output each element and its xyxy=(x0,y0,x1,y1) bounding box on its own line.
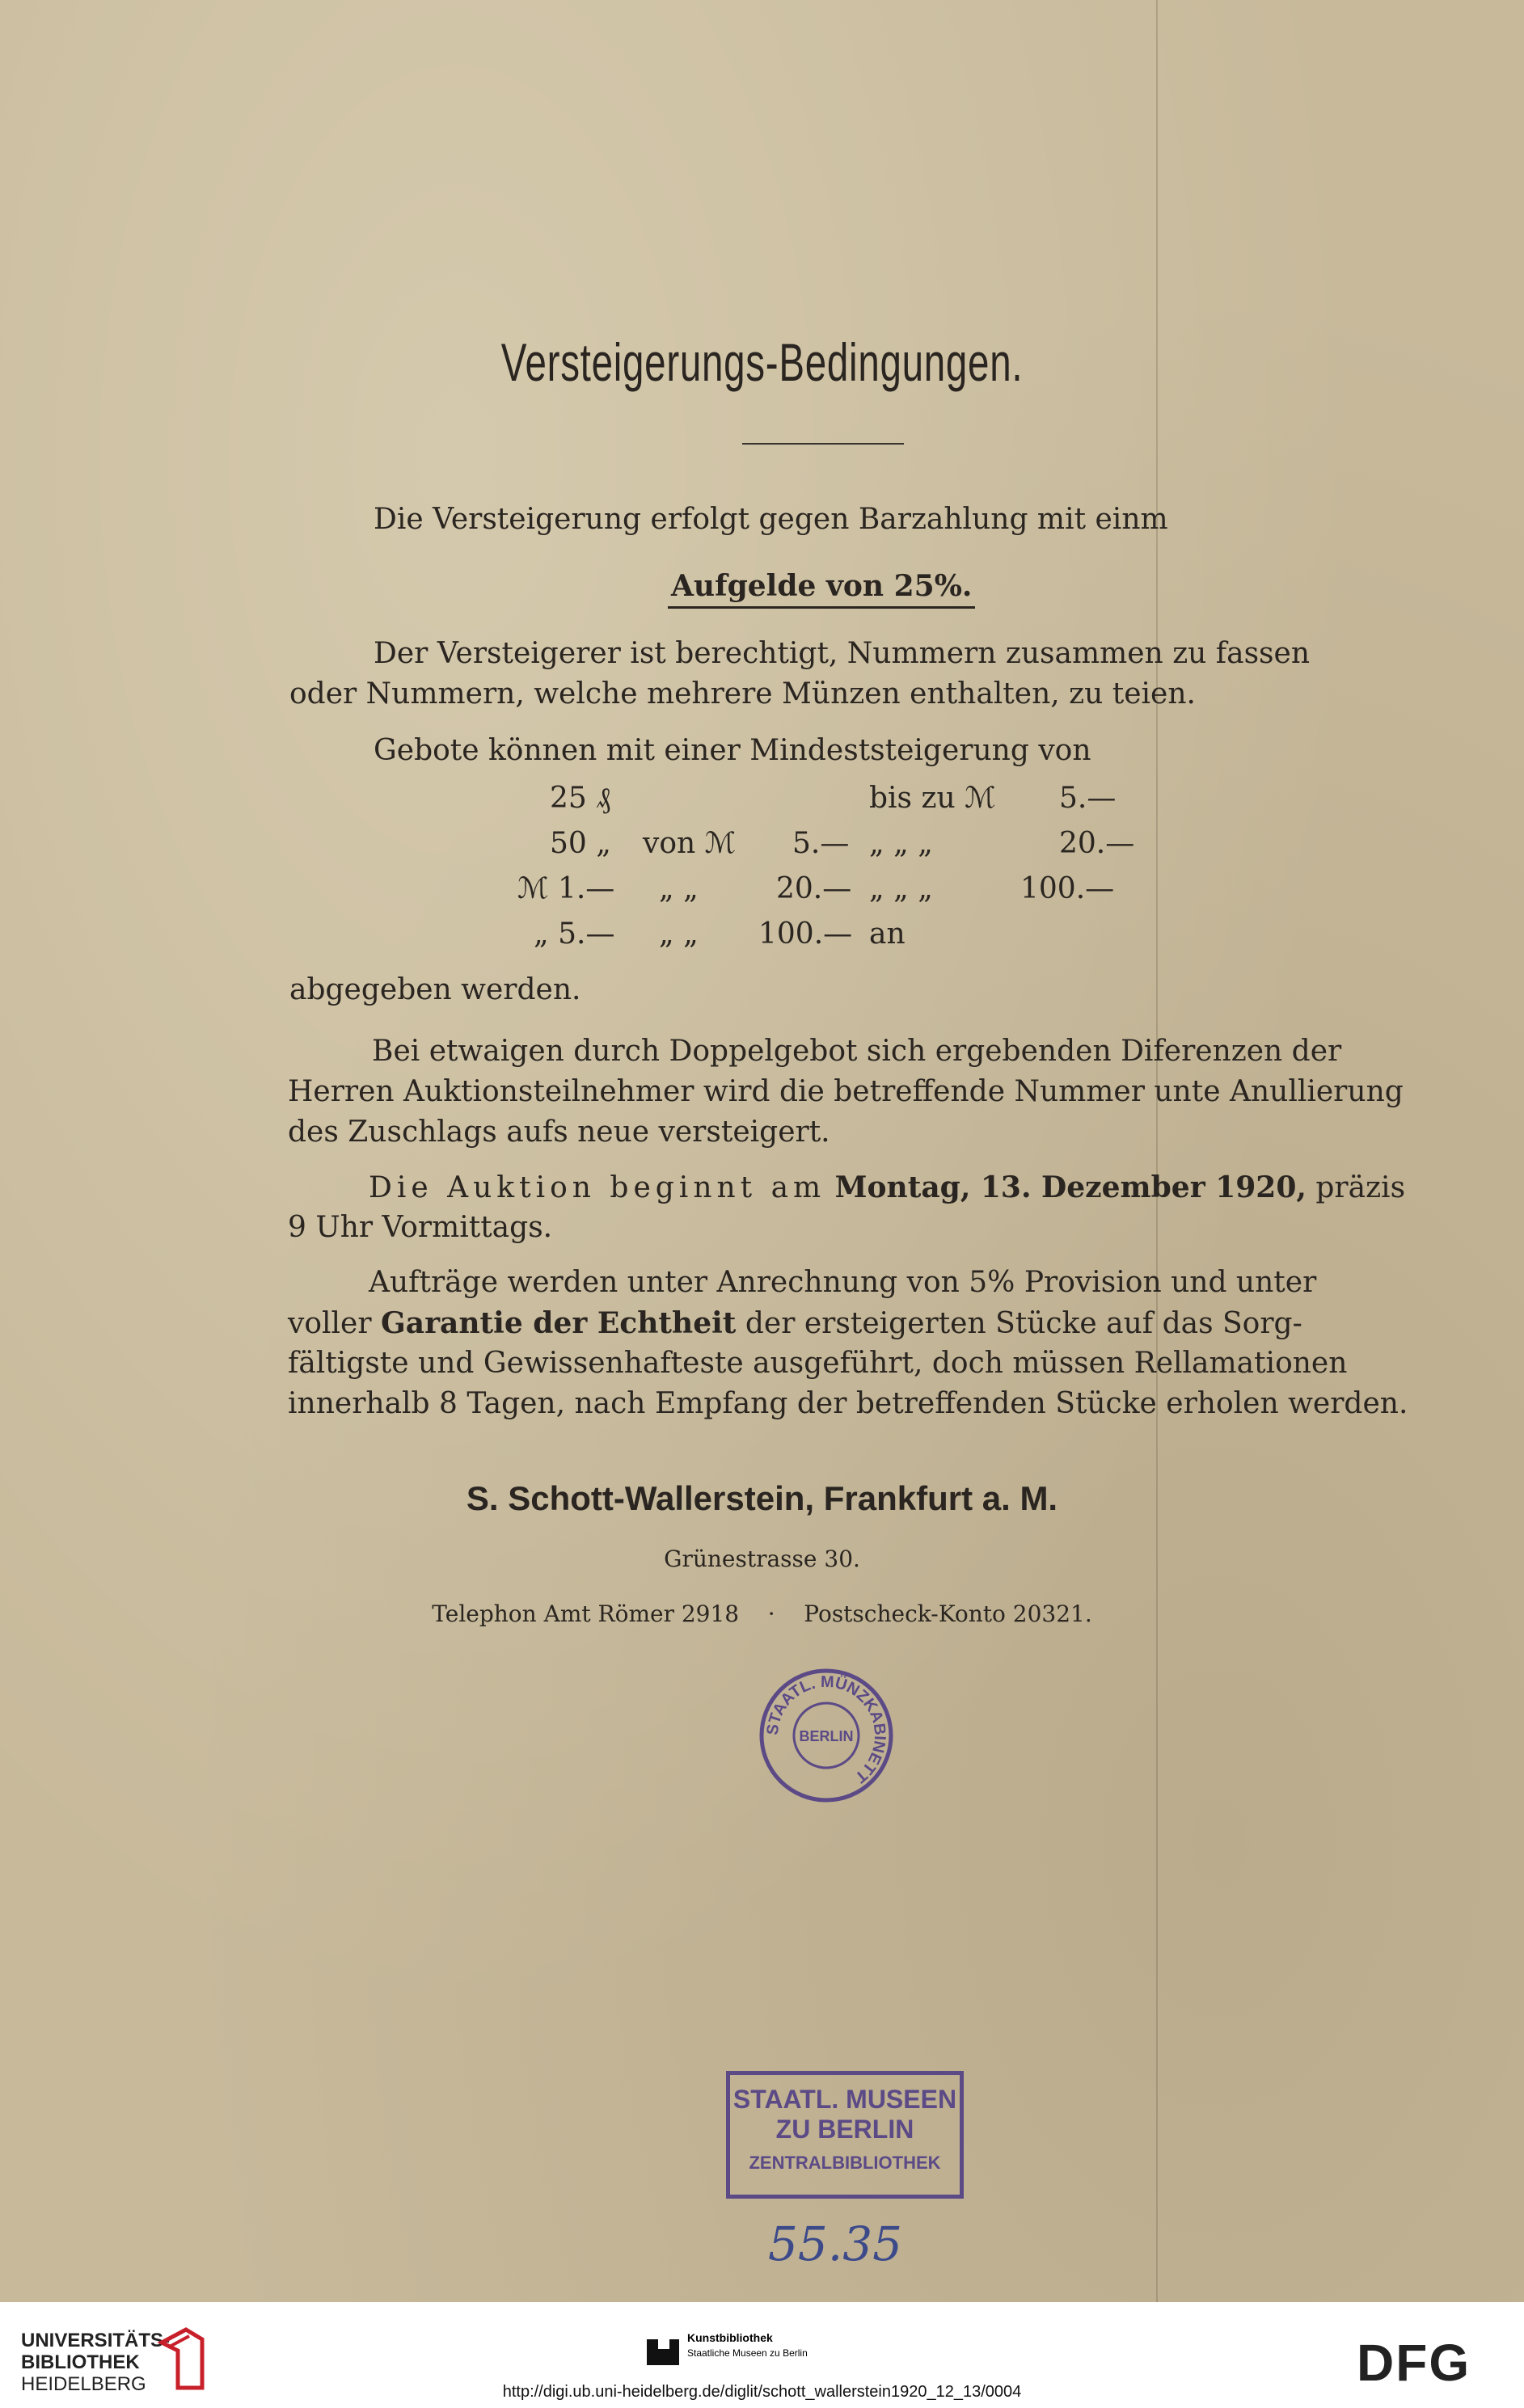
para3-line1: Gebote können mit einer Mindeststeigerung von xyxy=(374,734,1091,767)
table-cell: 25 ₰ xyxy=(550,782,611,815)
kb-line1: Kunstbibliothek xyxy=(687,2331,773,2344)
table-cell: „ „ xyxy=(659,872,699,905)
round-museum-stamp xyxy=(758,1667,895,1804)
stamp-line3: ZENTRALBIBLIOTHEK xyxy=(749,2153,941,2173)
dfg-logo[interactable]: DFG xyxy=(1357,2334,1471,2392)
table-cell: an xyxy=(869,917,906,951)
para5-line2: 9 Uhr Vormittags. xyxy=(288,1211,553,1244)
para1-line1: Die Versteigerung erfolgt gegen Barzahlung mit einm xyxy=(374,503,1168,536)
stamp-outer-text: STAATL. MÜNZKABINETT xyxy=(763,1672,889,1786)
table-cell: 100.— xyxy=(758,917,853,951)
telephone: Telephon Amt Römer 2918 xyxy=(432,1600,740,1627)
para2-line1: Der Versteigerer ist berechtigt, Nummern zusammen zu fassen xyxy=(374,637,1311,670)
para4-line1: Bei etwaigen durch Doppelgebot sich ergebenden Diferenzen der xyxy=(372,1035,1342,1068)
stamp-line1: STAATL. MUSEEN xyxy=(732,2085,957,2114)
table-cell: 50 „ xyxy=(550,827,611,860)
para6-text-c: der ersteigerten Stücke auf das Sorg- xyxy=(745,1307,1302,1340)
ub-line2: BIBLIOTHEK xyxy=(21,2351,140,2373)
kunstbibliothek-icon xyxy=(647,2333,679,2365)
para6-line3: fältigste und Gewissenhafteste ausgeführt, doch müssen Rellamationen xyxy=(288,1347,1348,1380)
auction-date: Montag, 13. Dezember 1920, xyxy=(834,1170,1307,1204)
table-cell: 5.— xyxy=(792,827,850,860)
street-address: Grünestrasse 30. xyxy=(664,1546,860,1572)
handwritten-shelfmark: 55.35 xyxy=(768,2216,903,2271)
title-divider xyxy=(742,443,904,445)
table-cell: „ „ xyxy=(659,917,699,951)
para6-line4: innerhalb 8 Tagen, nach Empfang der betreffenden Stücke erholen werden. xyxy=(288,1387,1408,1420)
ub-line3: HEIDELBERG xyxy=(21,2373,146,2395)
table-cell: 5.— xyxy=(1059,782,1117,815)
table-cell: bis zu ℳ xyxy=(869,782,996,815)
table-cell: „ 5.— xyxy=(534,917,615,951)
table-cell: 20.— xyxy=(776,872,852,905)
para1-line2: Aufgelde von 25%. xyxy=(668,566,975,609)
library-stamp xyxy=(726,2071,964,2199)
para6-text-a: voller xyxy=(288,1307,372,1340)
contact-line xyxy=(0,1600,1524,1627)
para6-line2 xyxy=(288,1303,1302,1344)
para5-text-c: präzis xyxy=(1315,1171,1406,1204)
source-url[interactable]: http://digi.ub.uni-heidelberg.de/diglit/schott_wallerstein1920_12_13/0004 xyxy=(502,2383,1022,2401)
stamp-line2: ZU BERLIN xyxy=(775,2115,914,2144)
table-cell: „ „ „ xyxy=(869,827,933,860)
para4-line2: Herren Auktionsteilnehmer wird die betreffende Nummer unte Anullierung xyxy=(288,1075,1404,1108)
document-title: Versteigerungs-Bedingungen. xyxy=(500,332,1024,392)
separator-dot: · xyxy=(767,1600,775,1627)
ub-logo-icon xyxy=(154,2326,207,2391)
table-cell: 20.— xyxy=(1059,827,1135,860)
para3-end: abgegeben werden. xyxy=(289,973,581,1006)
para5-line1 xyxy=(369,1167,1405,1208)
kb-line2: Staatliche Museen zu Berlin xyxy=(687,2347,808,2359)
para6-line1: Aufträge werden unter Anrechnung von 5% Provision und unter xyxy=(369,1266,1317,1299)
para2-line2: oder Nummern, welche mehrere Münzen enthalten, zu teien. xyxy=(289,677,1196,711)
para4-line3: des Zuschlags aufs neue versteigert. xyxy=(288,1115,830,1149)
firm-name: S. Schott-Wallerstein, Frankfurt a. M. xyxy=(466,1479,1058,1517)
guarantee-text: Garantie der Echtheit xyxy=(381,1306,737,1340)
footer-bar xyxy=(0,2302,1524,2408)
para5-text-a: Die Auktion beginnt am xyxy=(369,1171,826,1204)
table-cell: 100.— xyxy=(1020,872,1115,905)
table-cell: von ℳ xyxy=(643,827,737,860)
stamp-inner-text: BERLIN xyxy=(799,1728,854,1744)
ub-line1: UNIVERSITÄTS- xyxy=(21,2330,171,2351)
postscheck: Postscheck-Konto 20321. xyxy=(804,1600,1092,1627)
table-cell: ℳ 1.— xyxy=(517,872,615,905)
table-cell: „ „ „ xyxy=(869,872,933,905)
